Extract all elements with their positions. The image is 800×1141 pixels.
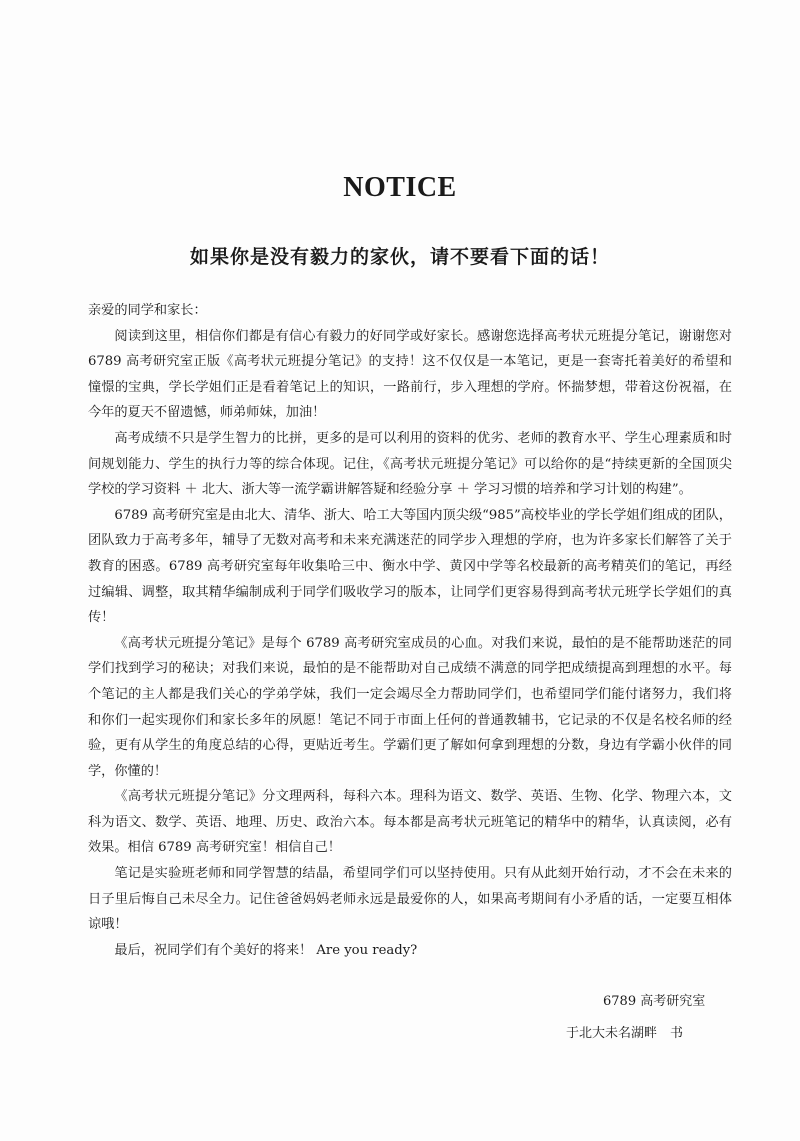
paragraph-7: 最后，祝同学们有个美好的将来！ Are you ready? — [114, 942, 418, 958]
paragraph-3: 6789 高考研究室是由北大、清华、浙大、哈工大等国内顶尖级“985”高校毕业的学长学姐们组成的团队，团队致力于高考多年，辅导了无数对高考和未来充满迷茫的同学步入理想的学府，也为许多家长们解答了关于教育的困惑。6789 高考研究室每年收集哈三中、衡水中学、黄冈中学等名校最新的高考精英们的笔记，再经过编辑、调整，取其精华编制成利于同学们吸收学习的版本，让同学们更容易得到高考状元班学长学姐们的真传！ — [88, 507, 732, 626]
paragraph-6: 笔记是实验班老师和同学智慧的结晶，希望同学们可以坚持使用。只有从此刻开始行动，才不会在未来的日子里后悔自己未尽全力。记住爸爸妈妈老师永远是最爱你的人，如果高考期间有小矛盾的话，一定要互相体谅哦！ — [88, 866, 732, 933]
paragraph-2: 高考成绩不只是学生智力的比拼，更多的是可以利用的资料的优劣、老师的教育水平、学生心理素质和时间规划能力、学生的执行力等的综合体现。记住，《高考状元班提分笔记》可以给你的是“持续更新的全国顶尖学校的学习资料 ＋ 北大、浙大等一流学霸讲解答疑和经验分享 ＋ 学习习惯的培养和学习计划的构建”。 — [88, 430, 732, 498]
signature-place: 于北大未名湖畔 书 — [566, 1026, 684, 1041]
notice-title: NOTICE — [343, 172, 457, 203]
paragraph-5: 《高考状元班提分笔记》分文理两科，每科六本。理科为语文、数学、英语、生物、化学、物理六本，文科为语文、数学、英语、地理、历史、政治六本。每本都是高考状元班笔记的精华中的精华，认真读阅，必有效果。相信 6789 高考研究室！相信自己！ — [88, 789, 732, 856]
paragraph-1: 阅读到这里，相信你们都是有信心有毅力的好同学或好家长。感谢您选择高考状元班提分笔记，谢谢您对 6789 高考研究室正版《高考状元班提分笔记》的支持！这不仅仅是一本笔记，更是一套寄托着美好的希望和憧憬的宝典，学长学姐们正是看着笔记上的知识，一路前行，步入理想的学府。怀揣梦想，带着这份祝福，在今年的夏天不留遗憾，师弟师妹，加油！ — [88, 328, 732, 421]
notice-subtitle: 如果你是没有毅力的家伙，请不要看下面的话！ — [189, 246, 610, 268]
paragraph-4: 《高考状元班提分笔记》是每个 6789 高考研究室成员的心血。对我们来说，最怕的是不能帮助迷茫的同学们找到学习的秘诀；对我们来说，最怕的是不能帮助对自己成绩不满意的同学把成绩提高到理想的水平。每个笔记的主人都是我们关心的学弟学妹，我们一定会竭尽全力帮助同学们，也希望同学们能付诸努力，我们将和你们一起实现你们和家长多年的夙愿！笔记不同于市面上任何的普通教辅书，它记录的不仅是名校名师的经验，更有从学生的角度总结的心得，更贴近考生。学霸们更了解如何拿到理想的分数，身边有学霸小伙伴的同学，你懂的！ — [88, 635, 732, 779]
salutation: 亲爱的同学和家长： — [88, 303, 207, 318]
signature-organization: 6789 高考研究室 — [603, 994, 706, 1009]
letter-body — [88, 298, 732, 963]
